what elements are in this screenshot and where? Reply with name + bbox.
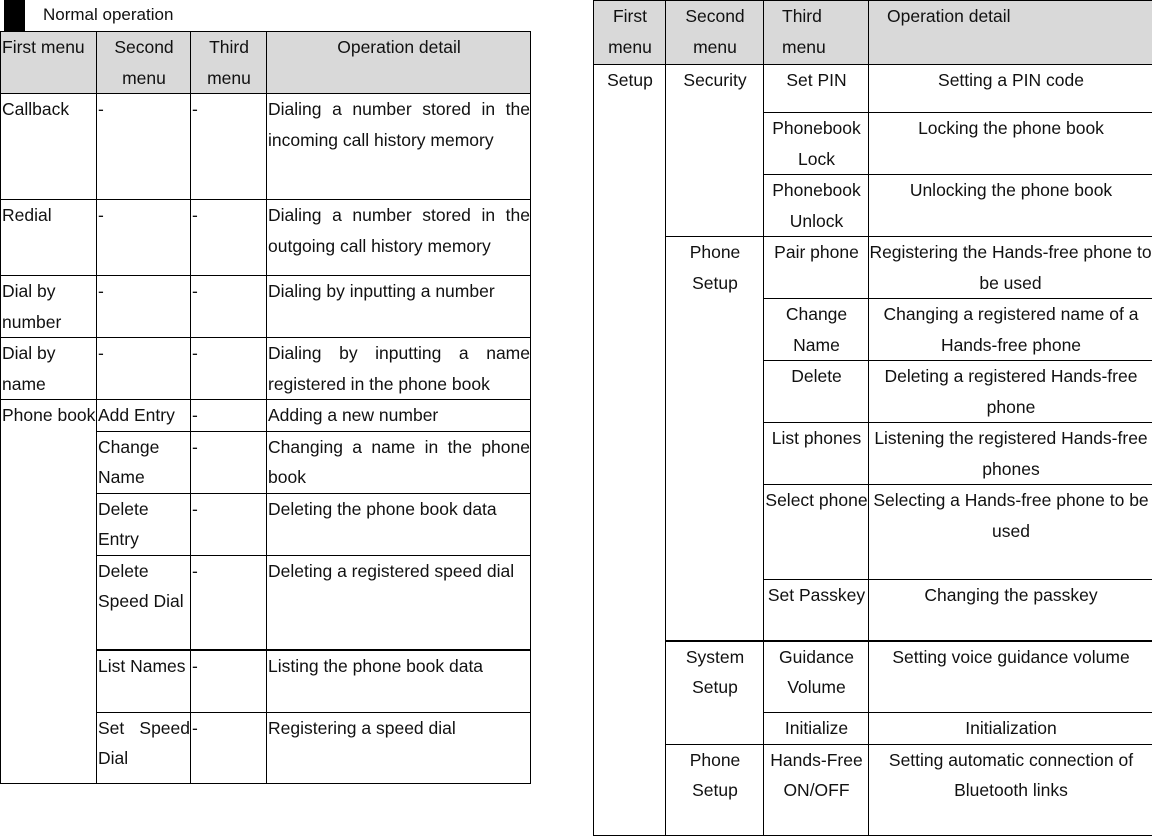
second-menu-cell-phone-setup: Phone Setup	[666, 237, 764, 641]
second-menu-cell: Change Name	[97, 431, 191, 493]
table-row	[1, 200, 531, 276]
third-menu-cell: Pair phone	[764, 237, 869, 299]
third-menu-cell: List phones	[764, 423, 869, 485]
detail-cell: Registering the Hands-free phone to be used	[869, 237, 1152, 299]
third-menu-cell: Phonebook Unlock	[764, 175, 869, 237]
detail-cell: Setting a PIN code	[869, 65, 1152, 113]
detail-cell: Adding a new number	[267, 400, 531, 432]
detail-cell: Changing the passkey	[869, 580, 1152, 641]
second-menu-cell-phone-setup-2: Phone Setup	[666, 744, 764, 835]
second-menu-cell: -	[97, 200, 191, 276]
third-menu-cell: Set Passkey	[764, 580, 869, 641]
third-menu-cell: -	[191, 431, 267, 493]
third-menu-cell: Phonebook Lock	[764, 113, 869, 175]
first-menu-cell: Redial	[1, 200, 97, 276]
header-row	[1, 32, 531, 94]
detail-cell: Dialing by inputting a name registered in the phone book	[267, 338, 531, 400]
third-menu-cell: -	[191, 200, 267, 276]
third-menu-cell: Guidance Volume	[764, 641, 869, 713]
detail-cell: Setting voice guidance volume	[869, 641, 1152, 713]
header-third-menu: Third menu	[191, 32, 267, 94]
table-row	[594, 641, 1152, 713]
header-operation-detail: Operation detail	[869, 1, 1152, 65]
detail-cell: Listing the phone book data	[267, 650, 531, 712]
header-first-menu: First menu	[594, 1, 666, 65]
third-menu-cell: Hands-Free ON/OFF	[764, 744, 869, 835]
table-row	[1, 276, 531, 338]
first-menu-cell-setup: Setup	[594, 65, 666, 836]
detail-cell: Unlocking the phone book	[869, 175, 1152, 237]
header-operation-detail: Operation detail	[267, 32, 531, 94]
table-row	[594, 65, 1152, 113]
detail-cell: Deleting the phone book data	[267, 493, 531, 555]
second-menu-cell: List Names	[97, 650, 191, 712]
third-menu-cell: Delete	[764, 361, 869, 423]
second-menu-cell: -	[97, 276, 191, 338]
normal-operation-table	[0, 31, 531, 784]
header-second-menu: Second menu	[97, 32, 191, 94]
detail-cell: Dialing by inputting a number	[267, 276, 531, 338]
heading-marker	[4, 0, 25, 31]
detail-cell: Initialization	[869, 713, 1152, 745]
header-second-menu: Second menu	[666, 1, 764, 65]
detail-cell: Changing a name in the phone book	[267, 431, 531, 493]
third-menu-cell: -	[191, 338, 267, 400]
third-menu-cell: -	[191, 276, 267, 338]
detail-cell: Changing a registered name of a Hands-free phone	[869, 299, 1152, 361]
table-row	[1, 338, 531, 400]
first-menu-cell-phonebook: Phone book	[1, 400, 97, 784]
second-menu-cell: Set Speed Dial	[97, 712, 191, 783]
header-third-menu: Third menu	[764, 1, 869, 65]
table-row	[594, 744, 1152, 835]
third-menu-cell: -	[191, 400, 267, 432]
second-menu-cell-system-setup: System Setup	[666, 641, 764, 745]
setup-menu-table	[593, 0, 1152, 836]
detail-cell: Setting automatic connection of Bluetooth links	[869, 744, 1152, 835]
third-menu-cell: -	[191, 493, 267, 555]
second-menu-cell: Add Entry	[97, 400, 191, 432]
detail-cell: Dialing a number stored in the incoming call history memory	[267, 94, 531, 200]
third-menu-cell: -	[191, 555, 267, 650]
third-menu-cell: -	[191, 94, 267, 200]
detail-cell: Dialing a number stored in the outgoing call history memory	[267, 200, 531, 276]
first-menu-cell: Dial by number	[1, 276, 97, 338]
second-menu-cell: -	[97, 94, 191, 200]
second-menu-cell: Delete Speed Dial	[97, 555, 191, 650]
second-menu-cell: Delete Entry	[97, 493, 191, 555]
detail-cell: Locking the phone book	[869, 113, 1152, 175]
table-row	[1, 94, 531, 200]
detail-cell: Listening the registered Hands-free phones	[869, 423, 1152, 485]
third-menu-cell: -	[191, 712, 267, 783]
first-menu-cell: Callback	[1, 94, 97, 200]
third-menu-cell: Set PIN	[764, 65, 869, 113]
table-row	[1, 400, 531, 432]
third-menu-cell: Initialize	[764, 713, 869, 745]
detail-cell: Deleting a registered speed dial	[267, 555, 531, 650]
detail-cell: Deleting a registered Hands-free phone	[869, 361, 1152, 423]
detail-cell: Selecting a Hands-free phone to be used	[869, 485, 1152, 580]
third-menu-cell: -	[191, 650, 267, 712]
section-heading	[0, 0, 520, 31]
third-menu-cell: Change Name	[764, 299, 869, 361]
header-row	[594, 1, 1152, 65]
section-title: Normal operation	[43, 5, 173, 25]
table-row	[594, 237, 1152, 299]
second-menu-cell-security: Security	[666, 65, 764, 237]
first-menu-cell: Dial by name	[1, 338, 97, 400]
detail-cell: Registering a speed dial	[267, 712, 531, 783]
third-menu-cell: Select phone	[764, 485, 869, 580]
second-menu-cell: -	[97, 338, 191, 400]
header-first-menu: First menu	[1, 32, 97, 94]
